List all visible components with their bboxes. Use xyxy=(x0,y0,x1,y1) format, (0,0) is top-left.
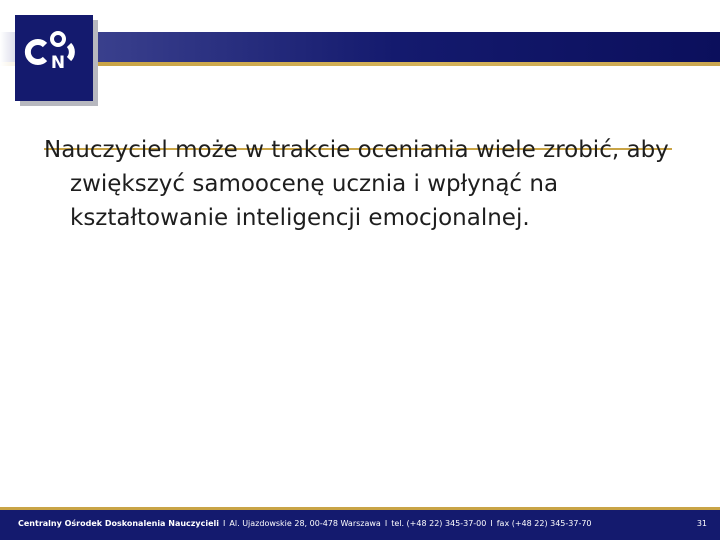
codn-logo-icon xyxy=(15,15,93,101)
header-band xyxy=(0,32,720,62)
footer-separator: I xyxy=(384,519,388,528)
footer-separator: I xyxy=(223,519,226,528)
footer-institution: Centralny Ośrodek Doskonalenia Nauczycieli xyxy=(18,519,220,528)
footer-fax: fax (+48 22) 345-37-70 xyxy=(496,519,592,528)
logo-o-mark xyxy=(52,33,64,45)
footer-separator: I xyxy=(490,519,493,528)
logo-letter: N xyxy=(50,53,66,73)
footer-phone: tel. (+48 22) 345-37-00 xyxy=(391,519,487,528)
slide-number: 31 xyxy=(696,519,707,528)
logo-c-mark xyxy=(28,42,45,62)
header-gold-stripe xyxy=(0,62,720,66)
body-paragraph: Nauczyciel może w trakcie oceniania wiele zrobić, aby zwiększyć samoocenę ucznia i wpłynąć na kształtowanie inteligencji emocjonalnej. xyxy=(44,137,669,231)
footer-address: Al. Ujazdowskie 28, 00-478 Warszawa xyxy=(229,519,381,528)
footer-info xyxy=(18,519,592,528)
logo-d-mark xyxy=(69,45,72,59)
